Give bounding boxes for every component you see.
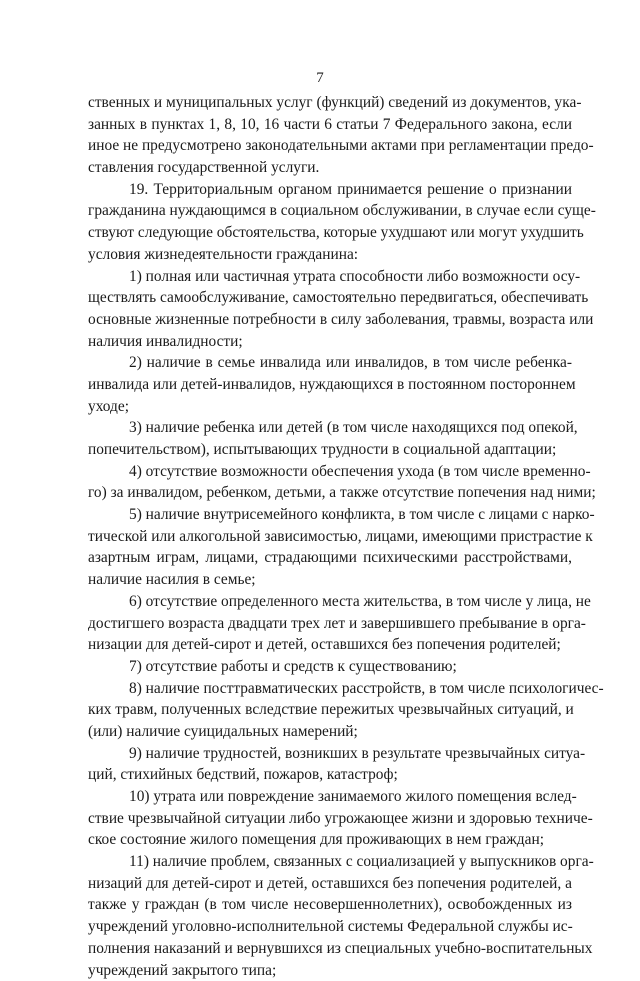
- text-line: ское состояние жилого помещения для проживающих в нем граждан;: [88, 829, 572, 851]
- paragraph-item-4: [88, 461, 572, 504]
- text-line: также у граждан (в том числе несовершеннолетних), освобожденных из: [88, 894, 572, 916]
- text-line: 6) отсутствие определенного места жительства, в том числе у лица, не: [88, 591, 572, 613]
- text-line: низаций для детей-сирот и детей, оставшихся без попечения родителей, а: [88, 873, 572, 895]
- text-line: 2) наличие в семье инвалида или инвалидов, в том числе ребенка-: [88, 352, 572, 374]
- text-line: полнения наказаний и вернувшихся из специальных учебно-воспитательных: [88, 938, 572, 960]
- text-line: занных в пунктах 1, 8, 10, 16 части 6 статьи 7 Федерального закона, если: [88, 114, 572, 136]
- text-line: гражданина нуждающимся в социальном обслуживании, в случае если суще-: [88, 200, 572, 222]
- text-line: ций, стихийных бедствий, пожаров, катастроф;: [88, 764, 572, 786]
- text-line: наличия инвалидности;: [88, 331, 572, 353]
- paragraph-item-3: [88, 417, 572, 460]
- text-line: основные жизненные потребности в силу заболевания, травмы, возраста или: [88, 309, 572, 331]
- paragraph-item-11: [88, 851, 572, 981]
- paragraph-continuation: [88, 92, 572, 179]
- text-line: 7) отсутствие работы и средств к существованию;: [88, 656, 572, 678]
- paragraph-19: [88, 179, 572, 266]
- paragraph-item-10: [88, 786, 572, 851]
- text-line: 9) наличие трудностей, возникших в результате чрезвычайных ситуа-: [88, 743, 572, 765]
- paragraph-item-7: [88, 656, 572, 678]
- document-body: [88, 92, 572, 981]
- paragraph-item-9: [88, 743, 572, 786]
- paragraph-item-6: [88, 591, 572, 656]
- text-line: ких травм, полученных вследствие пережитых чрезвычайных ситуаций, и: [88, 699, 572, 721]
- text-line: 11) наличие проблем, связанных с социализацией у выпускников орга-: [88, 851, 572, 873]
- text-line: инвалида или детей-инвалидов, нуждающихся в постоянном постороннем: [88, 374, 572, 396]
- text-line: тической или алкогольной зависимостью, лицами, имеющими пристрастие к: [88, 526, 572, 548]
- text-line: низации для детей-сирот и детей, оставшихся без попечения родителей;: [88, 634, 572, 656]
- text-line: 19. Территориальным органом принимается решение о признании: [88, 179, 572, 201]
- text-line: ствие чрезвычайной ситуации либо угрожающее жизни и здоровью техниче-: [88, 808, 572, 830]
- text-line: учреждений закрытого типа;: [88, 960, 572, 981]
- text-line: ставления государственной услуги.: [88, 157, 572, 179]
- paragraph-item-1: [88, 266, 572, 353]
- text-line: наличие насилия в семье;: [88, 569, 572, 591]
- text-line: попечительством), испытывающих трудности в социальной адаптации;: [88, 439, 572, 461]
- text-line: ществлять самообслуживание, самостоятельно передвигаться, обеспечивать: [88, 287, 572, 309]
- text-line: 10) утрата или повреждение занимаемого жилого помещения вслед-: [88, 786, 572, 808]
- paragraph-item-2: [88, 352, 572, 417]
- text-line: азартным играм, лицами, страдающими психическими расстройствами,: [88, 547, 572, 569]
- text-line: достигшего возраста двадцати трех лет и завершившего пребывание в орга-: [88, 613, 572, 635]
- text-line: 8) наличие посттравматических расстройств, в том числе психологичес-: [88, 678, 572, 700]
- text-line: уходе;: [88, 396, 572, 418]
- text-line: учреждений уголовно-исполнительной системы Федеральной службы ис-: [88, 916, 572, 938]
- paragraph-item-8: [88, 678, 572, 743]
- text-line: 1) полная или частичная утрата способности либо возможности осу-: [88, 266, 572, 288]
- page-number: 7: [0, 70, 640, 87]
- text-line: условия жизнедеятельности гражданина:: [88, 244, 572, 266]
- text-line: иное не предусмотрено законодательными актами при регламентации предо-: [88, 135, 572, 157]
- text-line: 5) наличие внутрисемейного конфликта, в том числе с лицами с нарко-: [88, 504, 572, 526]
- paragraph-item-5: [88, 504, 572, 591]
- text-line: 3) наличие ребенка или детей (в том числе находящихся под опекой,: [88, 417, 572, 439]
- text-line: (или) наличие суицидальных намерений;: [88, 721, 572, 743]
- text-line: 4) отсутствие возможности обеспечения ухода (в том числе временно-: [88, 461, 572, 483]
- text-line: ственных и муниципальных услуг (функций) сведений из документов, ука-: [88, 92, 572, 114]
- text-line: го) за инвалидом, ребенком, детьми, а также отсутствие попечения над ними;: [88, 482, 572, 504]
- text-line: ствуют следующие обстоятельства, которые ухудшают или могут ухудшить: [88, 222, 572, 244]
